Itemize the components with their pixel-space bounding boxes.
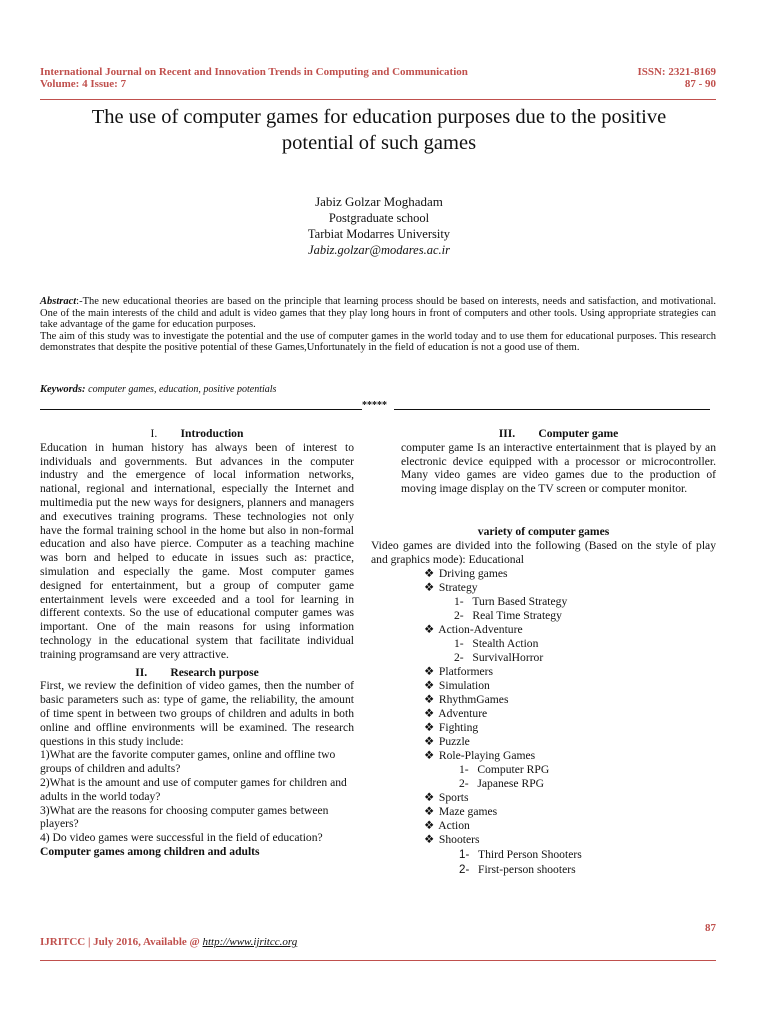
sublist-number: 2-	[454, 609, 464, 622]
sublist-item-japanese-rpg	[459, 777, 544, 790]
list-item-label: Role-Playing Games	[438, 749, 536, 762]
sublist-label: Japanese RPG	[477, 777, 545, 790]
variety-block	[371, 525, 716, 566]
list-item-label: Driving games	[438, 567, 508, 580]
diamond-bullet-icon: ❖	[424, 805, 435, 818]
sublist-label: SurvivalHorror	[472, 651, 544, 664]
research-question-4: 4) Do video games were successful in the field of education?	[40, 831, 323, 845]
list-item-label: Sports	[438, 791, 469, 804]
title-line-1: The use of computer games for education purposes due to the positive	[91, 106, 667, 128]
abstract	[40, 296, 716, 354]
section-title: Research purpose	[170, 665, 259, 679]
sublist-item-third-person	[459, 848, 582, 861]
research-body: First, we review the definition of video games, then the number of basic parameters such as: type of game, the reliability, the amount of time spent in between two groups of children and adults in both online and offline environments will be examined. The research questions in this study include:	[40, 679, 354, 748]
sublist-label: Third Person Shooters	[478, 848, 582, 861]
diamond-bullet-icon: ❖	[424, 819, 435, 832]
separator-right-line	[394, 409, 710, 410]
subsection-heading: Computer games among children and adults	[40, 844, 260, 858]
sublist-item-real-time	[454, 609, 562, 622]
page-range: 87 - 90	[684, 78, 716, 90]
sublist-label: First-person shooters	[478, 863, 576, 876]
list-item-fighting	[424, 721, 478, 734]
sublist-number: 1-	[454, 595, 464, 608]
section-number: II.	[135, 665, 148, 679]
footer-link[interactable]: http://www.ijritcc.org	[202, 936, 298, 948]
list-item-platformers	[424, 665, 493, 678]
sublist-label: Computer RPG	[477, 763, 550, 776]
paper-title	[40, 104, 718, 156]
list-item-label: Simulation	[438, 679, 490, 692]
abstract-paragraph-1	[40, 296, 716, 331]
right-column	[401, 427, 716, 496]
list-item-label: Action	[438, 819, 470, 832]
list-item-label: Shooters	[438, 833, 480, 846]
volume-issue: Volume: 4 Issue: 7	[40, 78, 127, 90]
section-title: Introduction	[180, 427, 244, 440]
issn: ISSN: 2321-8169	[637, 66, 716, 78]
sublist-item-first-person	[459, 863, 576, 876]
sublist-number: 2-	[459, 863, 470, 876]
left-column	[40, 427, 354, 859]
research-question-1: 1)What are the favorite computer games, online and offline two groups of children and adults?	[40, 748, 336, 776]
research-question-2: 2)What is the amount and use of computer games for children and adults in the world today?	[40, 775, 347, 803]
keywords-label: Keywords:	[40, 384, 86, 395]
diamond-bullet-icon: ❖	[424, 679, 435, 692]
sublist-label: Turn Based Strategy	[472, 595, 568, 608]
diamond-bullet-icon: ❖	[424, 693, 435, 706]
list-item-rhythm	[424, 693, 508, 706]
sublist-number: 1-	[454, 637, 464, 650]
section-computer-game-heading	[401, 427, 716, 441]
list-item-label: Maze games	[438, 805, 498, 818]
sublist-item-turn-based	[454, 595, 567, 608]
separator-left-line	[40, 409, 362, 410]
diamond-bullet-icon: ❖	[424, 721, 435, 734]
sublist-number: 2-	[454, 651, 464, 664]
computer-game-body: computer game Is an interactive entertainment that is played by an electronic device equipped with a processor or microcontroller. Many video games are video games due to the production of moving image display on the TV screen or computer monitor.	[401, 440, 716, 496]
list-item-shooters	[424, 833, 479, 846]
variety-intro	[371, 539, 716, 567]
abstract-paragraph-2: The aim of this study was to investigate the potential and the use of computer games in the world today and to use them for educational purposes. This research demonstrates that despite the positive potential of these Games,Unfortunately in the field of education is not a good use of them.	[40, 330, 716, 354]
sublist-number: 1-	[459, 848, 470, 861]
diamond-bullet-icon: ❖	[424, 749, 435, 762]
journal-name: International Journal on Recent and Innovation Trends in Computing and Communication	[40, 66, 468, 78]
list-item-simulation	[424, 679, 490, 692]
sublist-item-computer-rpg	[459, 763, 549, 776]
list-item-sports	[424, 791, 469, 804]
keywords-text: computer games, education, positive potentials	[88, 384, 277, 395]
list-item-rpg	[424, 749, 535, 762]
keywords	[40, 384, 276, 395]
list-item-label: Puzzle	[438, 735, 470, 748]
author-name: Jabiz Golzar Moghadam	[315, 194, 443, 209]
variety-intro-text: Video games are divided into the following (Based on the style of play and graphics mode):	[371, 538, 716, 566]
list-item-label: Action-Adventure	[438, 623, 523, 636]
diamond-bullet-icon: ❖	[424, 833, 435, 846]
diamond-bullet-icon: ❖	[424, 567, 435, 580]
section-number: III.	[498, 427, 516, 440]
list-item-strategy	[424, 581, 478, 594]
variety-heading: variety of computer games	[477, 525, 610, 538]
list-item-adventure	[424, 707, 487, 720]
diamond-bullet-icon: ❖	[424, 707, 435, 720]
author-university: Tarbiat Modarres University	[307, 227, 451, 241]
diamond-bullet-icon: ❖	[424, 665, 435, 678]
diamond-bullet-icon: ❖	[424, 581, 435, 594]
title-line-2: potential of such games	[281, 132, 477, 154]
list-item-label: Strategy	[438, 581, 478, 594]
list-item-action-adventure	[424, 623, 523, 636]
author-dept: Postgraduate school	[328, 211, 430, 225]
section-introduction-heading	[40, 427, 354, 441]
abstract-text-1: :-The new educational theories are based on the principle that learning process should be based on interests, needs and satisfaction, and motivational. One of the main interests of the child and adult is video games that they play long hours in front of computers and other tools. Using appropriate strategies can take advantage of the game for education purposes.	[40, 296, 716, 331]
diamond-bullet-icon: ❖	[424, 735, 435, 748]
list-item-label: Fighting	[438, 721, 479, 734]
sublist-label: Stealth Action	[472, 637, 539, 650]
header-rule	[40, 99, 716, 100]
sublist-number: 1-	[459, 763, 469, 776]
sublist-item-stealth	[454, 637, 538, 650]
footer-citation	[40, 936, 297, 948]
list-item-driving	[424, 567, 508, 580]
footer-text: IJRITCC | July 2016, Available @	[40, 936, 203, 948]
sublist-number: 2-	[459, 777, 469, 790]
abstract-label: Abstract	[40, 296, 77, 307]
sublist-label: Real Time Strategy	[472, 609, 562, 622]
footer-rule	[40, 960, 716, 961]
research-question-3: 3)What are the reasons for choosing computer games between players?	[40, 803, 329, 831]
variety-intro-tail: Educational	[468, 552, 524, 566]
separator-stars: *****	[362, 400, 387, 411]
intro-body: Education in human history has always been of interest to individuals and governments. But advances in the computer industry and the emergence of local information networks, national, regional and international, especially the Internet and multimedia put the new ways for designers, planners and managers and executives training programs. These technologies not only have the formal training school in the home but also in non-formal education and also have pierce. Computer as a teaching machine was born and helped to educate in issues such as: practice, simulation and especially the game. Most computer games designed for entertainment, but a group of computer game entertainment levels were exceeded and a tool for learning in different contexts. So the use of educational computer games was important. One of the main reasons for using information technology in the educational system that facilitate individual training programsand are very attractive.	[40, 440, 354, 661]
list-item-action	[424, 819, 470, 832]
section-title: Computer game	[538, 427, 619, 440]
page-number: 87	[705, 922, 716, 934]
list-item-label: RhythmGames	[438, 693, 509, 706]
list-item-puzzle	[424, 735, 470, 748]
sublist-item-survival-horror	[454, 651, 543, 664]
diamond-bullet-icon: ❖	[424, 623, 435, 636]
list-item-maze	[424, 805, 497, 818]
author-email[interactable]: Jabiz.golzar@modares.ac.ir	[308, 243, 450, 257]
section-number: I.	[150, 427, 158, 440]
diamond-bullet-icon: ❖	[424, 791, 435, 804]
list-item-label: Adventure	[438, 707, 488, 720]
section-research-heading	[40, 666, 354, 680]
list-item-label: Platformers	[438, 665, 493, 678]
